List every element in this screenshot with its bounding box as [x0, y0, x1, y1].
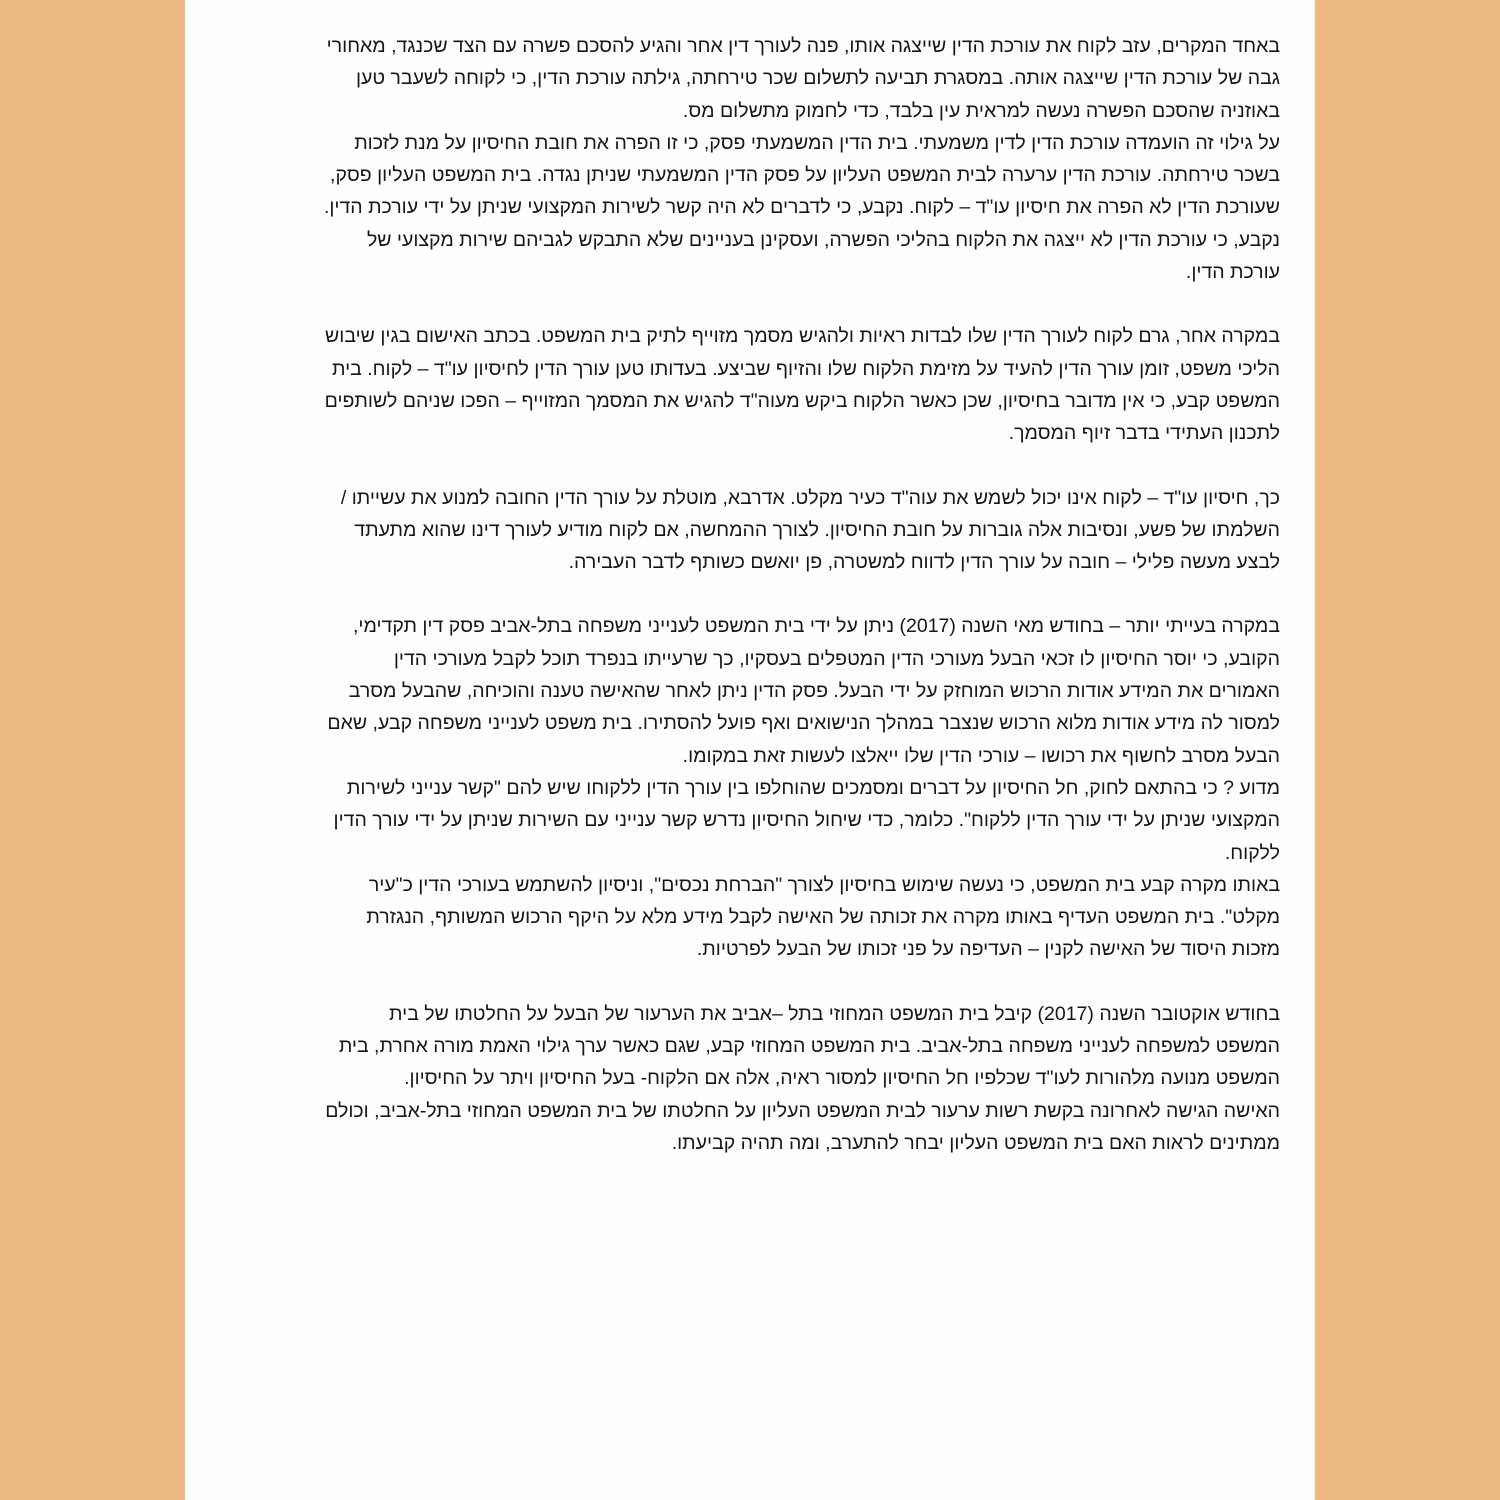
- paragraph-4: כך, חיסיון עו"ד – לקוח אינו יכול לשמש את עוה"ד כעיר מקלט. אדרבא, מוטלת על עורך הדין החובה למנוע את עשייתו / השלמתו של פשע, ונסיבות אלה גוברות על חובת החיסיון. לצורך ההמחשה, אם לקוח מודיע לעורך דינו שהוא מתעתד לבצע מעשה פלילי – חובה על עורך הדין לדווח למשטרה, פן יואשם כשותף לדבר העבירה.: [340, 486, 1280, 574]
- paragraph-9: האישה הגישה לאחרונה בקשת רשות ערעור לבית המשפט העליון על החלטתו של בית המשפט המחוזי בתל-אביב, וכולם ממתינים לראות האם בית המשפט העליון יבחר להתערב, ומה תהיה קביעתו.: [325, 1099, 1280, 1154]
- paragraph-6: מדוע ? כי בהתאם לחוק, חל החיסיון על דברים ומסמכים שהוחלפו בין עורך הדין ללקוחו שיש להם "קשר ענייני לשירות המקצועי שניתן על ידי עורך הדין ללקוח". כלומר, כדי שיחול החיסיון נדרש קשר ענייני עם השירות שניתן על ידי עורך הדין ללקוח.: [333, 776, 1280, 864]
- paragraph-spacer: [320, 450, 1280, 482]
- paragraph-2: על גילוי זה הועמדה עורכת הדין לדין משמעתי. בית הדין המשמעתי פסק, כי זו הפרה את חובת החיסיון על מנת לזכות בשכר טירחתה. עורכת הדין ערערה לבית המשפט העליון על פסק הדין המשמעתי שניתן נגדה. בית המשפט העליון פסק, שעורכת הדין לא הפרה את חיסיון עו"ד – לקוח. נקבע, כי לדברים לא היה קשר לשירות המקצועי שניתן על ידי עורכת הדין. נקבע, כי עורכת הדין לא ייצגה את הלקוח בהליכי הפשרה, ועסקינן בעניינים שלא התבקש לגביהם שירות מקצועי של עורכת הדין.: [323, 131, 1280, 284]
- paragraph-1: באחד המקרים, עזב לקוח את עורכת הדין שייצגה אותו, פנה לעורך דין אחר והגיע להסכם פשרה עם הצד שכנגד, מאחורי גבה של עורכת הדין שייצגה אותה. במסגרת תביעה לתשלום שכר טירחתה, גילתה עורכת הדין, כי לקוחה לשעבר טען באוזניה שהסכם הפשרה נעשה למראית עין בלבד, כדי לחמוק מתשלום מס.: [326, 35, 1280, 122]
- paragraph-spacer: [320, 578, 1280, 610]
- paragraph-5: במקרה בעייתי יותר – בחודש מאי השנה (2017) ניתן על ידי בית המשפט לענייני משפחה בתל-אביב פסק דין תקדימי, הקובע, כי יוסר החיסיון לו זכאי הבעל מעורכי הדין המטפלים בעסקיו, כך שרעייתו בנפרד תוכל לקבל מעורכי הדין האמורים את המידע אודות הרכוש המוחזק על ידי הבעל. פסק הדין ניתן לאחר שהאישה טענה והוכיחה, שהבעל מסרב למסור לה מידע אודות מלוא הרכוש שנצבר במהלך הנישואים ואף פועל להסתירו. בית משפט לענייני משפחה קבע, שאם הבעל מסרב לחשוף את רכושו – עורכי הדין שלו ייאלצו לעשות זאת במקומו.: [327, 615, 1280, 767]
- paragraph-3: במקרה אחר, גרם לקוח לעורך הדין שלו לבדות ראיות ולהגיש מסמך מזוייף לתיק בית המשפט. בכתב האישום בגין שיבוש הליכי משפט, זומן עורך הדין להעיד על מזימת הלקוח שלו והזיוף שביצע. בעדותו טען עורך הדין לחיסיון עו"ד – לקוח. בית המשפט קבע, כי אין מדובר בחיסיון, שכן כאשר הלקוח ביקש מעוה"ד להגיש את המסמך המזוייף – הפכו שניהם לשותפים לתכנון העתידי בדבר זיוף המסמך.: [324, 325, 1280, 445]
- paragraph-7: באותו מקרה קבע בית המשפט, כי נעשה שימוש בחיסיון לצורך "הברחת נכסים", וניסיון להשתמש בעורכי הדין כ"עיר מקלט". בית המשפט העדיף באותו מקרה את זכותה של האישה לקבל מידע מלא על היקף הרכוש המשותף, הנגזרת מזכות היסוד של האישה לקנין – העדיפה על פני זכותו של הבעל לפרטיות.: [366, 873, 1280, 961]
- paragraph-spacer: [320, 288, 1280, 320]
- document-page: [185, 0, 1315, 1500]
- paragraph-spacer: [320, 966, 1280, 998]
- document-body: [320, 30, 1280, 1159]
- paragraph-8: בחודש אוקטובר השנה (2017) קיבל בית המשפט המחוזי בתל –אביב את הערעור של הבעל על החלטתו של בית המשפט למשפחה לענייני משפחה בתל-אביב. בית המשפט המחוזי קבע, שגם כאשר ערך גילוי האמת מורה אחרת, בית המשפט מנועה מלהורות לעו"ד שכלפיו חל החיסיון למסור ראיה, אלה אם הלקוח- בעל החיסיון ויתר על החיסיון.: [338, 1002, 1280, 1090]
